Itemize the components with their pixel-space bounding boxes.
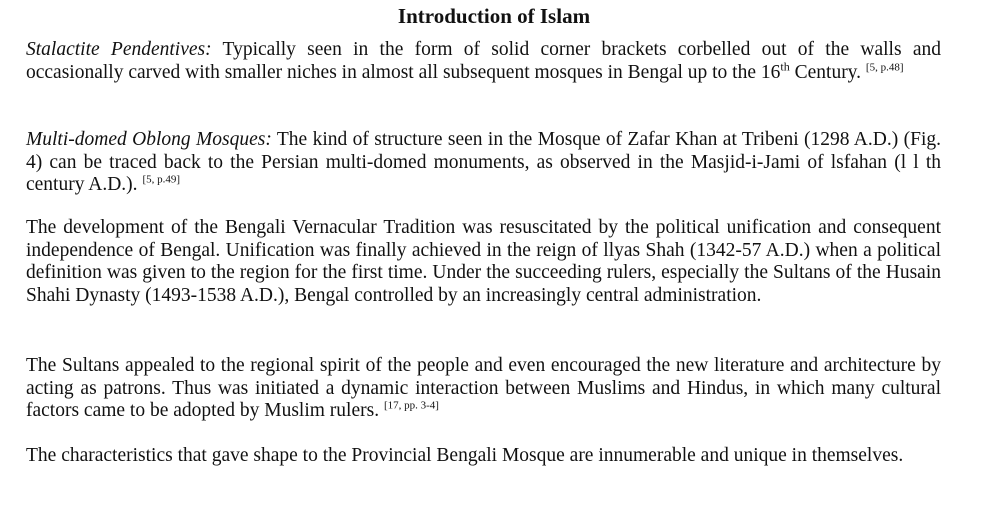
superscript-ordinal: th xyxy=(780,59,790,73)
citation: [17, pp. 3-4] xyxy=(383,399,439,412)
paragraph-stalactite-pendentives xyxy=(26,39,941,84)
paragraph-text: Century. xyxy=(789,61,862,83)
paragraph-text: The characteristics that gave shape to the Provincial Bengali Mosque are innumerable and unique in themselves. xyxy=(26,445,904,466)
paragraph-vernacular-tradition xyxy=(26,217,941,307)
paragraph-text: The development of the Bengali Vernacular Tradition was resuscitated by the political unification and consequent independence of Bengal. Unification was finally achieved in the reign of llyas Shah (1342-57 A.D.) when a political definition was given to the region for the first time. Under the succeeding rulers, especially the Sultans of the Husain Shahi Dynasty (1493-1538 A.D.), Bengal controlled by an increasingly central administration. xyxy=(26,217,941,306)
term-multi-domed-oblong-mosques: Multi-domed Oblong Mosques: xyxy=(26,129,272,150)
term-stalactite-pendentives: Stalactite Pendentives: xyxy=(26,39,212,60)
paragraph-text: The kind of structure seen in the Mosque of Zafar Khan at Tribeni (1298 A.D.) (Fig. 4) can be traced back to the Persian multi-domed monuments, as observed in the Masjid-i-Jami of lsfahan (l l th century A.D.). xyxy=(26,129,941,195)
citation: [5, p.48] xyxy=(865,61,904,73)
paragraph-characteristics xyxy=(26,445,941,468)
paragraph-sultans-patronage xyxy=(26,355,941,423)
paragraph-multi-domed-mosques xyxy=(26,129,941,197)
citation: [5, p.49] xyxy=(142,173,181,186)
page-heading: Introduction of Islam xyxy=(397,4,591,28)
paragraph-text: The Sultans appealed to the regional spirit of the people and even encouraged the new literature and architecture by acting as patrons. Thus was initiated a dynamic interaction between Muslims and Hindus, in which many cultural factors came to be adopted by Muslim rulers. xyxy=(26,355,941,421)
paragraph-text: Typically seen in the form of solid corner brackets corbelled out of the walls and occasionally carved with smaller niches in almost all subsequent mosques in Bengal up to the 16 xyxy=(26,39,941,83)
